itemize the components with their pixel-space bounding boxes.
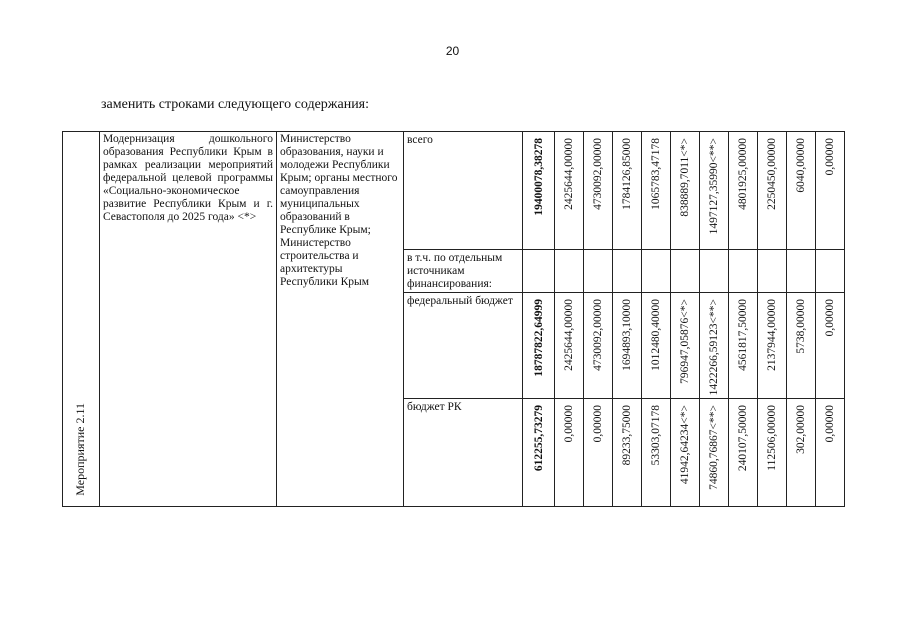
value-cell bbox=[700, 250, 729, 293]
value-cell bbox=[555, 250, 584, 293]
event-executors: Министерство образования, науки и молодежи Республики Крым; органы местного самоуправления муниципальных образований в Республике Крым; Министерство строительства и архитектуры Республики Крым bbox=[280, 133, 398, 288]
value-cell bbox=[584, 250, 613, 293]
value-cell bbox=[729, 250, 758, 293]
event-label: Мероприятие 2.11 bbox=[73, 403, 87, 496]
value-total: 18787822,64999 bbox=[532, 299, 545, 377]
value: 4730092,00000 bbox=[592, 299, 604, 371]
value: 4801925,00000 bbox=[737, 138, 749, 210]
value: 0,00000 bbox=[824, 405, 836, 443]
value: 0,00000 bbox=[592, 405, 604, 443]
value: 1065783,47178 bbox=[650, 138, 662, 210]
value-cell bbox=[758, 132, 787, 250]
table-row bbox=[63, 132, 845, 250]
value-cell bbox=[671, 132, 700, 250]
value-cell bbox=[613, 132, 642, 250]
value-cell bbox=[816, 132, 845, 250]
value-total: 19400078,38278 bbox=[532, 138, 545, 216]
value-cell bbox=[700, 132, 729, 250]
value-cell bbox=[729, 293, 758, 399]
source-label: в т.ч. по отдельным источникам финансирования: bbox=[407, 252, 503, 290]
value-cell bbox=[700, 293, 729, 399]
value: 41942,64234<*> bbox=[679, 405, 691, 485]
page-number: 20 bbox=[445, 44, 460, 58]
value-cell bbox=[671, 250, 700, 293]
value: 796947,05876<*> bbox=[679, 299, 691, 384]
source-label: федеральный бюджет bbox=[407, 295, 513, 307]
value-cell bbox=[671, 293, 700, 399]
value-cell bbox=[613, 399, 642, 507]
source-label: бюджет РК bbox=[407, 401, 462, 413]
value-cell bbox=[523, 293, 555, 399]
intro-text: заменить строками следующего содержания: bbox=[101, 97, 370, 112]
value: 4730092,00000 bbox=[592, 138, 604, 210]
value-cell bbox=[758, 250, 787, 293]
value-cell bbox=[555, 399, 584, 507]
source-label: всего bbox=[407, 134, 433, 146]
value-cell bbox=[642, 293, 671, 399]
event-table bbox=[62, 131, 845, 507]
value-cell bbox=[671, 399, 700, 507]
value-cell bbox=[584, 293, 613, 399]
value: 2137944,00000 bbox=[766, 299, 778, 371]
value-cell bbox=[758, 293, 787, 399]
value-cell bbox=[584, 132, 613, 250]
value-cell bbox=[758, 399, 787, 507]
value-cell bbox=[729, 399, 758, 507]
value-cell bbox=[555, 132, 584, 250]
value: 0,00000 bbox=[563, 405, 575, 443]
source-cell bbox=[404, 132, 523, 250]
value-cell bbox=[555, 293, 584, 399]
value: 5738,00000 bbox=[795, 299, 807, 354]
value: 2425644,00000 bbox=[563, 138, 575, 210]
value: 4561817,50000 bbox=[737, 299, 749, 371]
table-body bbox=[63, 132, 845, 507]
value-cell bbox=[816, 293, 845, 399]
value: 0,00000 bbox=[824, 299, 836, 337]
value-cell bbox=[729, 132, 758, 250]
value: 1012480,40000 bbox=[650, 299, 662, 371]
value-cell bbox=[816, 250, 845, 293]
source-cell bbox=[404, 250, 523, 293]
value-cell bbox=[642, 132, 671, 250]
value: 0,00000 bbox=[824, 138, 836, 176]
value-cell bbox=[613, 250, 642, 293]
value: 2250450,00000 bbox=[766, 138, 778, 210]
value: 1784126,85000 bbox=[621, 138, 633, 210]
value: 6040,00000 bbox=[795, 138, 807, 193]
value: 302,00000 bbox=[795, 405, 807, 454]
value: 89233,75000 bbox=[621, 405, 633, 466]
value: 1497127,35990<**> bbox=[708, 138, 720, 235]
value: 1694893,10000 bbox=[621, 299, 633, 371]
event-description: Модернизация дошкольного образования Республики Крым в рамках реализации мероприятий федеральной целевой программы «Социально-экономическое развитие Республики Крым и г. Севастополя до 2025 года» <*> bbox=[103, 133, 273, 223]
value: 240107,50000 bbox=[737, 405, 749, 472]
value-total: 612255,73279 bbox=[532, 405, 545, 472]
value-cell bbox=[787, 399, 816, 507]
value-cell bbox=[700, 399, 729, 507]
source-cell bbox=[404, 399, 523, 507]
value-cell bbox=[613, 293, 642, 399]
value-cell bbox=[584, 399, 613, 507]
value-cell bbox=[787, 250, 816, 293]
event-description-cell bbox=[100, 132, 277, 507]
value-cell bbox=[523, 132, 555, 250]
value: 112506,00000 bbox=[766, 405, 778, 471]
value: 2425644,00000 bbox=[563, 299, 575, 371]
source-cell bbox=[404, 293, 523, 399]
value-cell bbox=[816, 399, 845, 507]
value: 838889,7011<*> bbox=[679, 138, 691, 217]
value: 74860,76867<**> bbox=[708, 405, 720, 490]
value-cell bbox=[787, 132, 816, 250]
value: 1422266,59123<**> bbox=[708, 299, 720, 396]
value: 53303,07178 bbox=[650, 405, 662, 466]
event-label-cell bbox=[63, 132, 100, 507]
value-cell bbox=[642, 250, 671, 293]
value-cell bbox=[523, 399, 555, 507]
value-cell bbox=[523, 250, 555, 293]
value-cell bbox=[642, 399, 671, 507]
event-executors-cell bbox=[277, 132, 404, 507]
value-cell bbox=[787, 293, 816, 399]
